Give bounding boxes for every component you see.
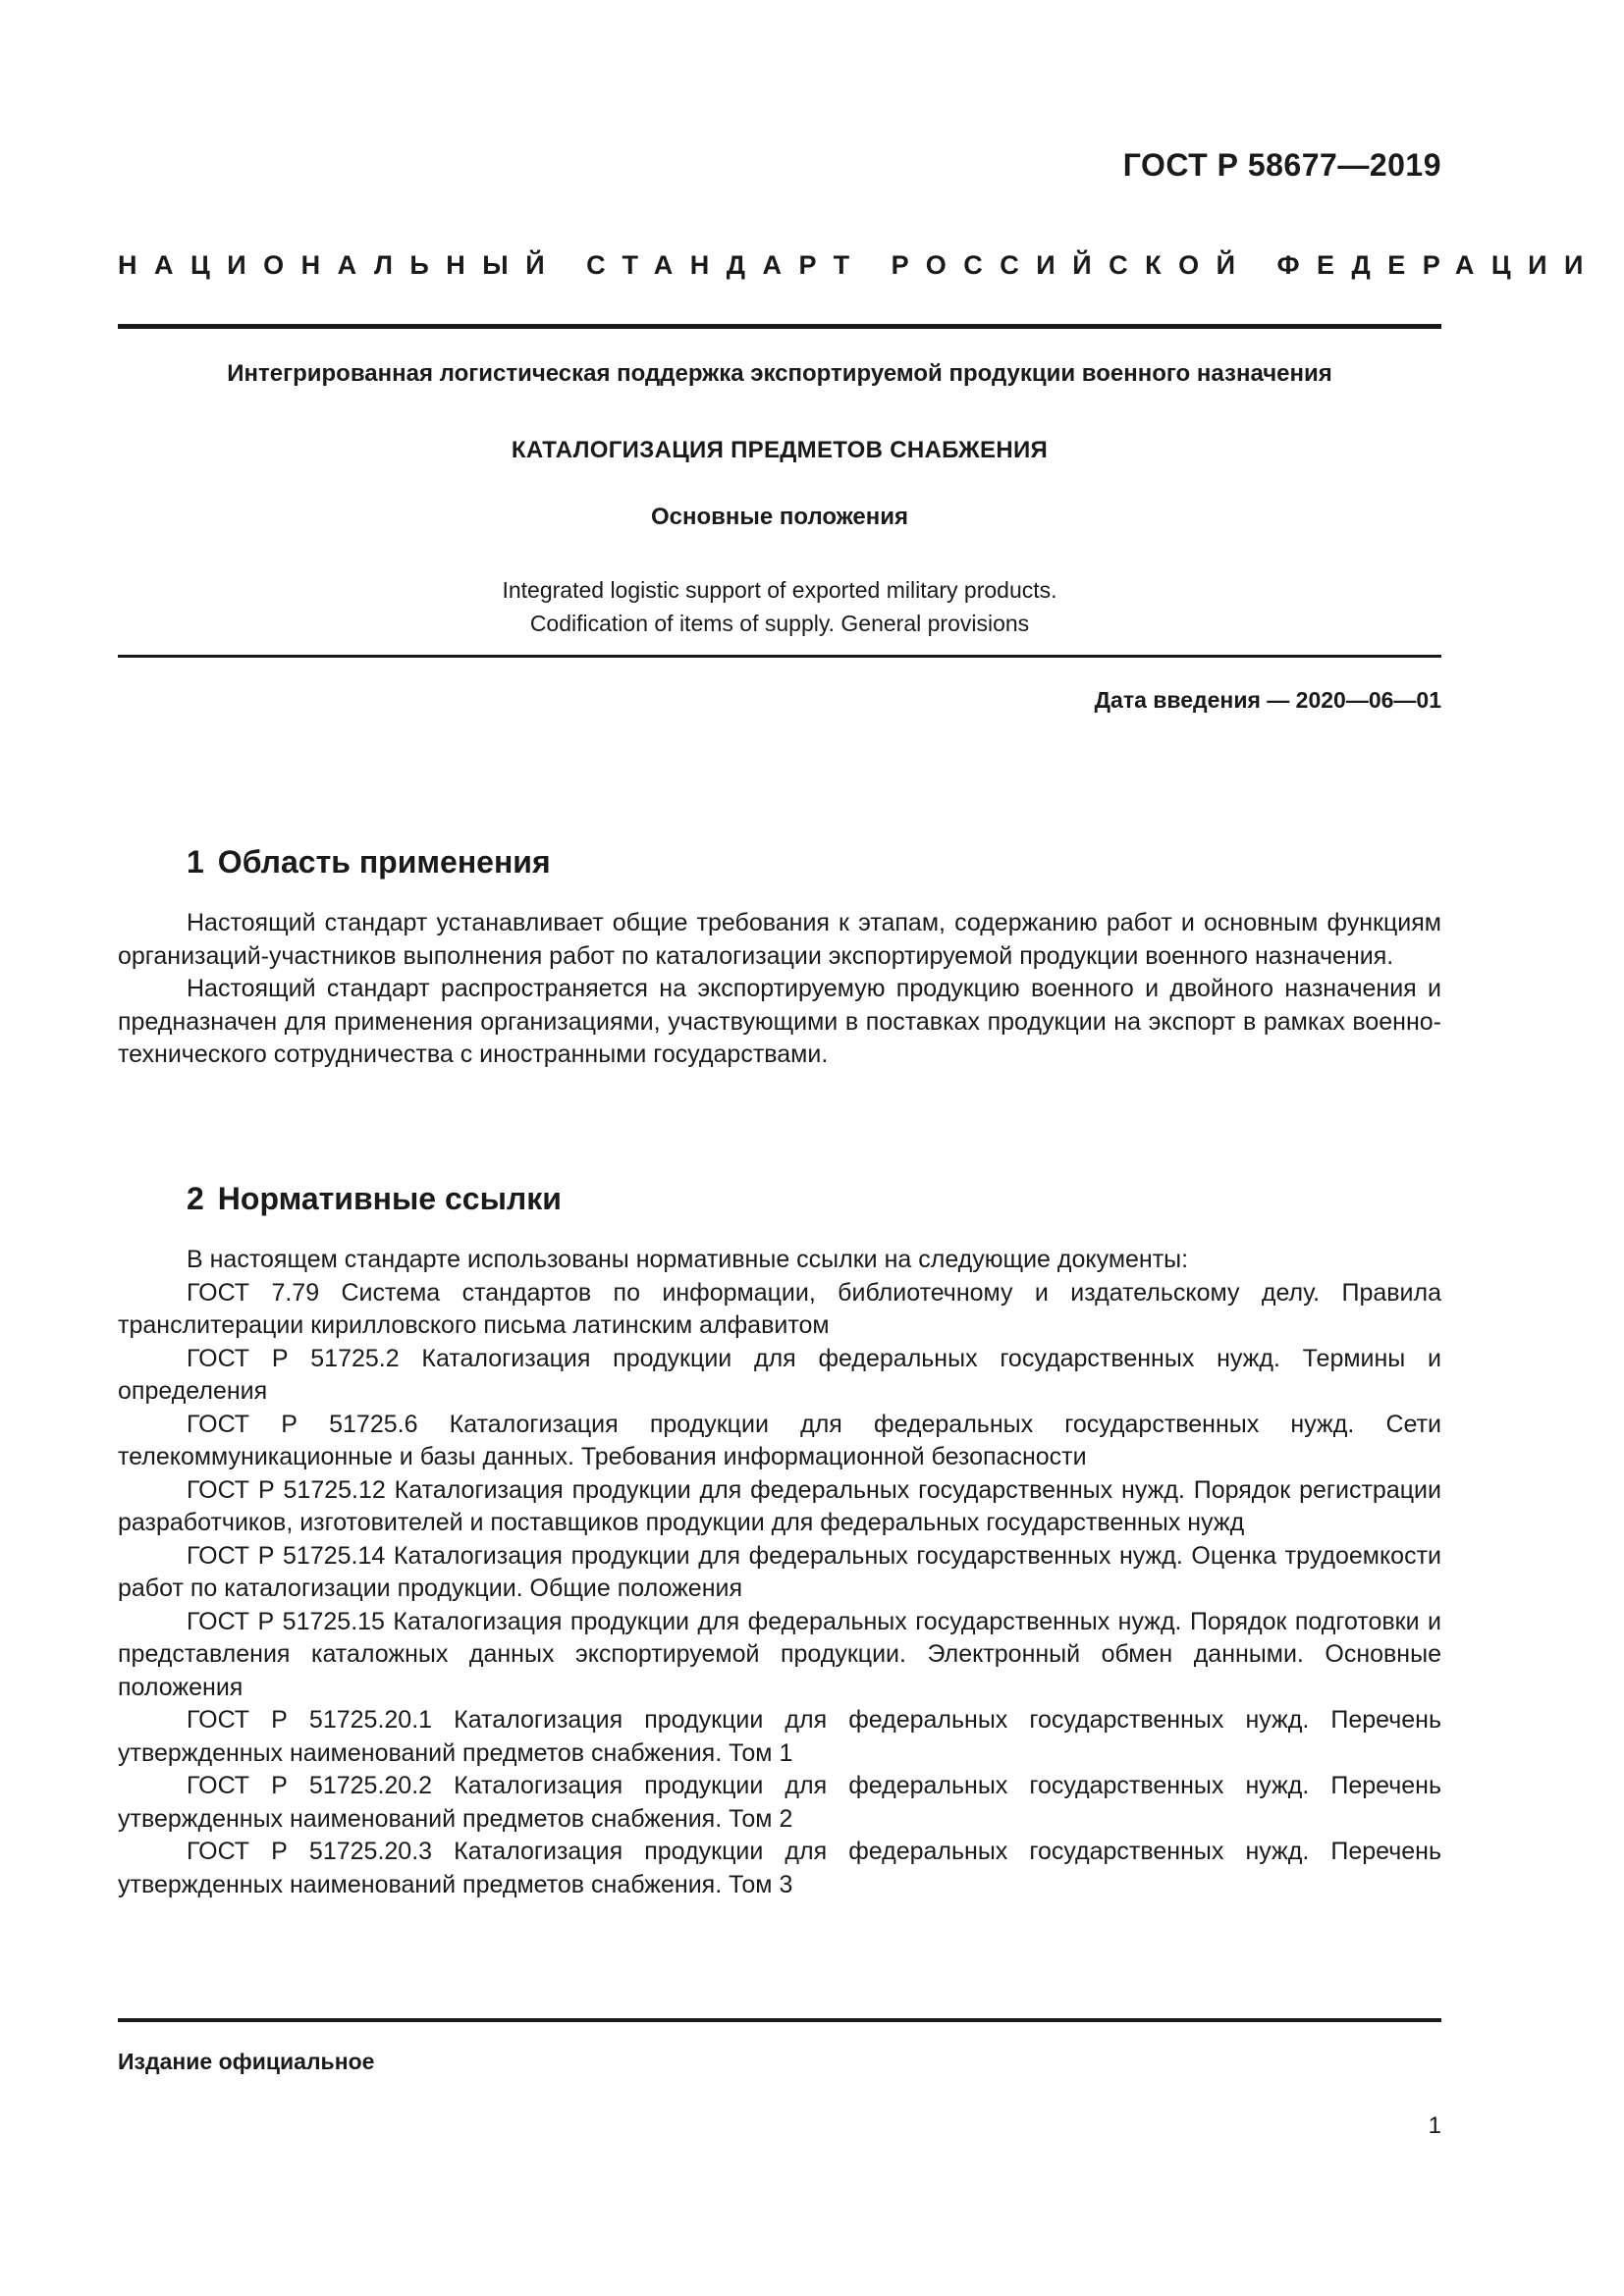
- document-code: ГОСТ Р 58677—2019: [1122, 147, 1441, 183]
- paragraph: Настоящий стандарт устанавливает общие требования к этапам, содержанию работ и основным функциям организаций-участников выполнения работ по каталогизации экспортируемой продукции военного назначения.: [118, 909, 1441, 970]
- reference-item: ГОСТ Р 51725.14 Каталогизация продукции для федеральных государственных нужд. Оценка трудоемкости работ по каталогизации продукции. Общие положения: [118, 1541, 1441, 1602]
- header-rule: [118, 324, 1441, 329]
- document-title-sub: Основные положения: [650, 504, 909, 530]
- reference-item: ГОСТ Р 51725.20.2 Каталогизация продукции для федеральных государственных нужд. Перечень утвержденных наименований предметов снабжения. Том 2: [118, 1772, 1441, 1833]
- section-number: 2: [187, 1181, 204, 1216]
- reference-item: ГОСТ Р 51725.12 Каталогизация продукции для федеральных государственных нужд. Порядок регистрации разработчиков, изготовителей и поставщиков продукции для федеральных государственных нужд: [118, 1475, 1441, 1536]
- reference-item: ГОСТ Р 51725.20.1 Каталогизация продукции для федеральных государственных нужд. Перечень утвержденных наименований предметов снабжения. Том 1: [118, 1706, 1441, 1767]
- reference-item: ГОСТ 7.79 Система стандартов по информации, библиотечному и издательскому делу. Правила транслитерации кирилловского письма латинским алфавитом: [118, 1278, 1441, 1339]
- reference-item: ГОСТ Р 51725.2 Каталогизация продукции для федеральных государственных нужд. Термины и определения: [118, 1344, 1441, 1405]
- section-title: Нормативные ссылки: [217, 1181, 562, 1216]
- section-title: Область применения: [217, 844, 551, 880]
- english-title: [118, 573, 1441, 640]
- edition-note: Издание официальное: [118, 2049, 375, 2074]
- section-body-scope: [118, 907, 1441, 1072]
- reference-item: ГОСТ Р 51725.15 Каталогизация продукции для федеральных государственных нужд. Порядок подготовки и представления каталожных данных экспортируемой продукции. Электронный обмен данными. Основные положения: [118, 1607, 1441, 1701]
- document-title: КАТАЛОГИЗАЦИЯ ПРЕДМЕТОВ СНАБЖЕНИЯ: [511, 437, 1049, 463]
- english-title-line-1: Integrated logistic support of exported military products.: [502, 577, 1057, 603]
- paragraph: В настоящем стандарте использованы нормативные ссылки на следующие документы:: [187, 1246, 1189, 1273]
- section-heading-normative-references: [187, 1181, 562, 1217]
- title-rule: [118, 655, 1441, 658]
- document-subtitle: Интегрированная логистическая поддержка экспортируемой продукции военного назначения: [227, 360, 1332, 387]
- introduction-date: Дата введения — 2020—06—01: [1094, 687, 1441, 713]
- page-number: 1: [1428, 2112, 1441, 2139]
- national-standard-banner: НАЦИОНАЛЬНЫЙ СТАНДАРТ РОССИЙСКОЙ ФЕДЕРАЦИИ: [118, 250, 1600, 280]
- footer-rule: [118, 2018, 1441, 2022]
- english-title-line-2: Codification of items of supply. General provisions: [529, 611, 1030, 636]
- reference-item: ГОСТ Р 51725.6 Каталогизация продукции для федеральных государственных нужд. Сети телекоммуникационные и базы данных. Требования информационной безопасности: [118, 1410, 1441, 1470]
- section-body-normative-references: [118, 1244, 1441, 1901]
- section-heading-scope: [187, 844, 551, 881]
- reference-item: ГОСТ Р 51725.20.3 Каталогизация продукции для федеральных государственных нужд. Перечень утвержденных наименований предметов снабжения. Том 3: [118, 1838, 1441, 1898]
- section-number: 1: [187, 844, 204, 880]
- paragraph: Настоящий стандарт распространяется на экспортируемую продукцию военного и двойного назначения и предназначен для применения организациями, участвующими в поставках продукции на экспорт в рамках военно-технического сотрудничества с иностранными государствами.: [118, 975, 1441, 1068]
